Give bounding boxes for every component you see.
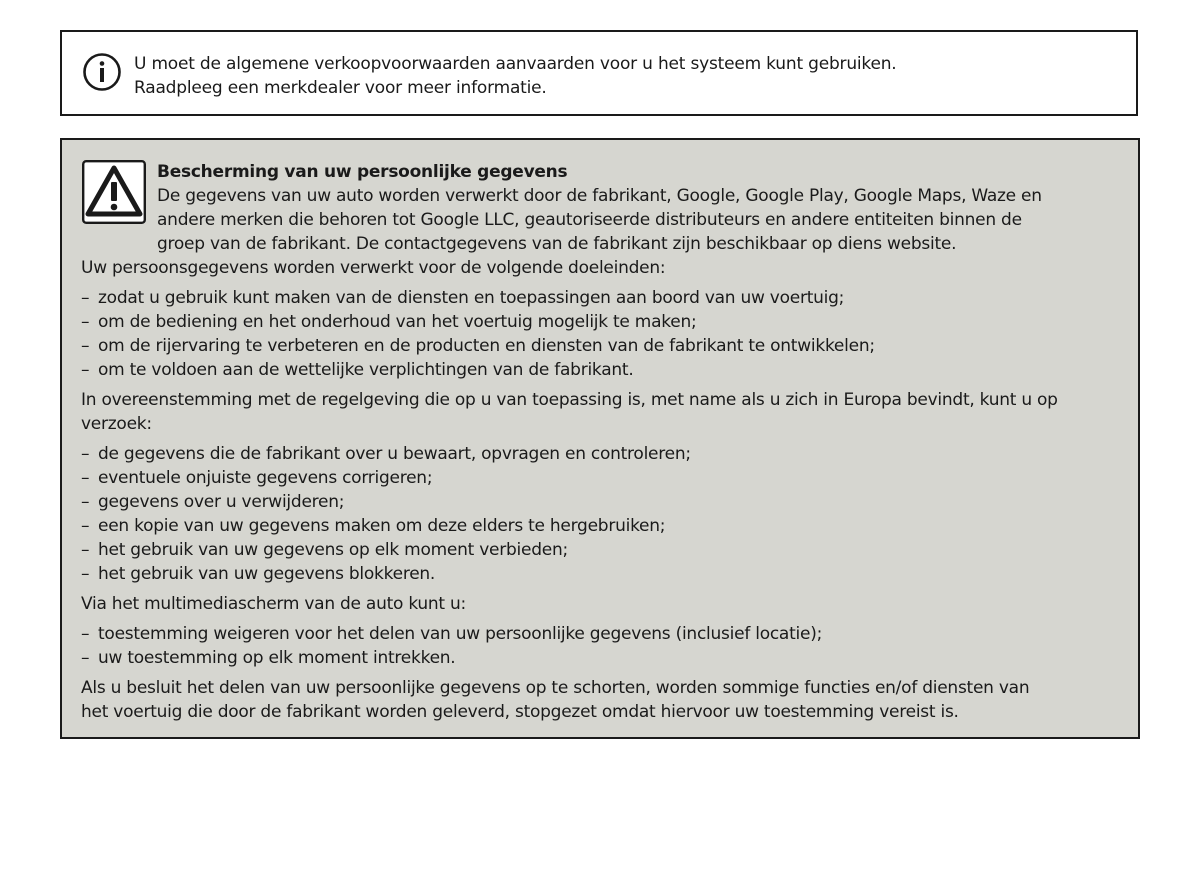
warning-title: Bescherming van uw persoonlijke gegevens	[157, 162, 568, 182]
intro-line: De gegevens van uw auto worden verwerkt door de fabrikant, Google, Google Play, Google Maps, Waze en	[157, 186, 1042, 206]
privacy-warning	[60, 138, 1140, 739]
closing-paragraph	[81, 676, 1121, 724]
list-item: – het gebruik van uw gegevens op elk moment verbieden;	[81, 538, 1121, 562]
intro-line: andere merken die behoren tot Google LLC, geautoriseerde distributeurs en andere entiteiten binnen de	[157, 210, 1022, 230]
rights-intro-line: verzoek:	[81, 414, 152, 434]
closing-line: Als u besluit het delen van uw persoonlijke gegevens op te schorten, worden sommige functies en/of diensten van	[81, 678, 1030, 698]
list-item: – om te voldoen aan de wettelijke verplichtingen van de fabrikant.	[81, 358, 1121, 382]
screen-options-list	[81, 622, 1121, 670]
warning-header	[81, 160, 1121, 256]
closing-line: het voertuig die door de fabrikant worden geleverd, stopgezet omdat hiervoor uw toestemming vereist is.	[81, 702, 959, 722]
list-item: – gegevens over u verwijderen;	[81, 490, 1121, 514]
info-text	[134, 52, 897, 100]
list-item: – toestemming weigeren voor het delen van uw persoonlijke gegevens (inclusief locatie);	[81, 622, 1121, 646]
list-item: – eventuele onjuiste gegevens corrigeren;	[81, 466, 1121, 490]
info-icon	[82, 52, 122, 92]
info-line: Raadpleeg een merkdealer voor meer informatie.	[134, 78, 547, 98]
info-notice	[60, 30, 1138, 116]
list-item: – om de rijervaring te verbeteren en de producten en diensten van de fabrikant te ontwikkelen;	[81, 334, 1121, 358]
intro-line: groep van de fabrikant. De contactgegevens van de fabrikant zijn beschikbaar op diens website.	[157, 234, 957, 254]
list-item: – om de bediening en het onderhoud van het voertuig mogelijk te maken;	[81, 310, 1121, 334]
purposes-list	[81, 286, 1121, 382]
rights-list	[81, 442, 1121, 586]
rights-intro-line: In overeenstemming met de regelgeving die op u van toepassing is, met name als u zich in Europa bevindt, kunt u op	[81, 390, 1058, 410]
list-item: – uw toestemming op elk moment intrekken.	[81, 646, 1121, 670]
rights-intro	[81, 388, 1121, 436]
list-item: – een kopie van uw gegevens maken om deze elders te hergebruiken;	[81, 514, 1121, 538]
list-item: – zodat u gebruik kunt maken van de diensten en toepassingen aan boord van uw voertuig;	[81, 286, 1121, 310]
list-item: – de gegevens die de fabrikant over u bewaart, opvragen en controleren;	[81, 442, 1121, 466]
info-line: U moet de algemene verkoopvoorwaarden aanvaarden voor u het systeem kunt gebruiken.	[134, 54, 897, 74]
screen-intro: Via het multimediascherm van de auto kunt u:	[81, 594, 467, 614]
purposes-intro: Uw persoonsgegevens worden verwerkt voor de volgende doeleinden:	[81, 258, 666, 278]
list-item: – het gebruik van uw gegevens blokkeren.	[81, 562, 1121, 586]
warning-content	[81, 160, 1121, 724]
